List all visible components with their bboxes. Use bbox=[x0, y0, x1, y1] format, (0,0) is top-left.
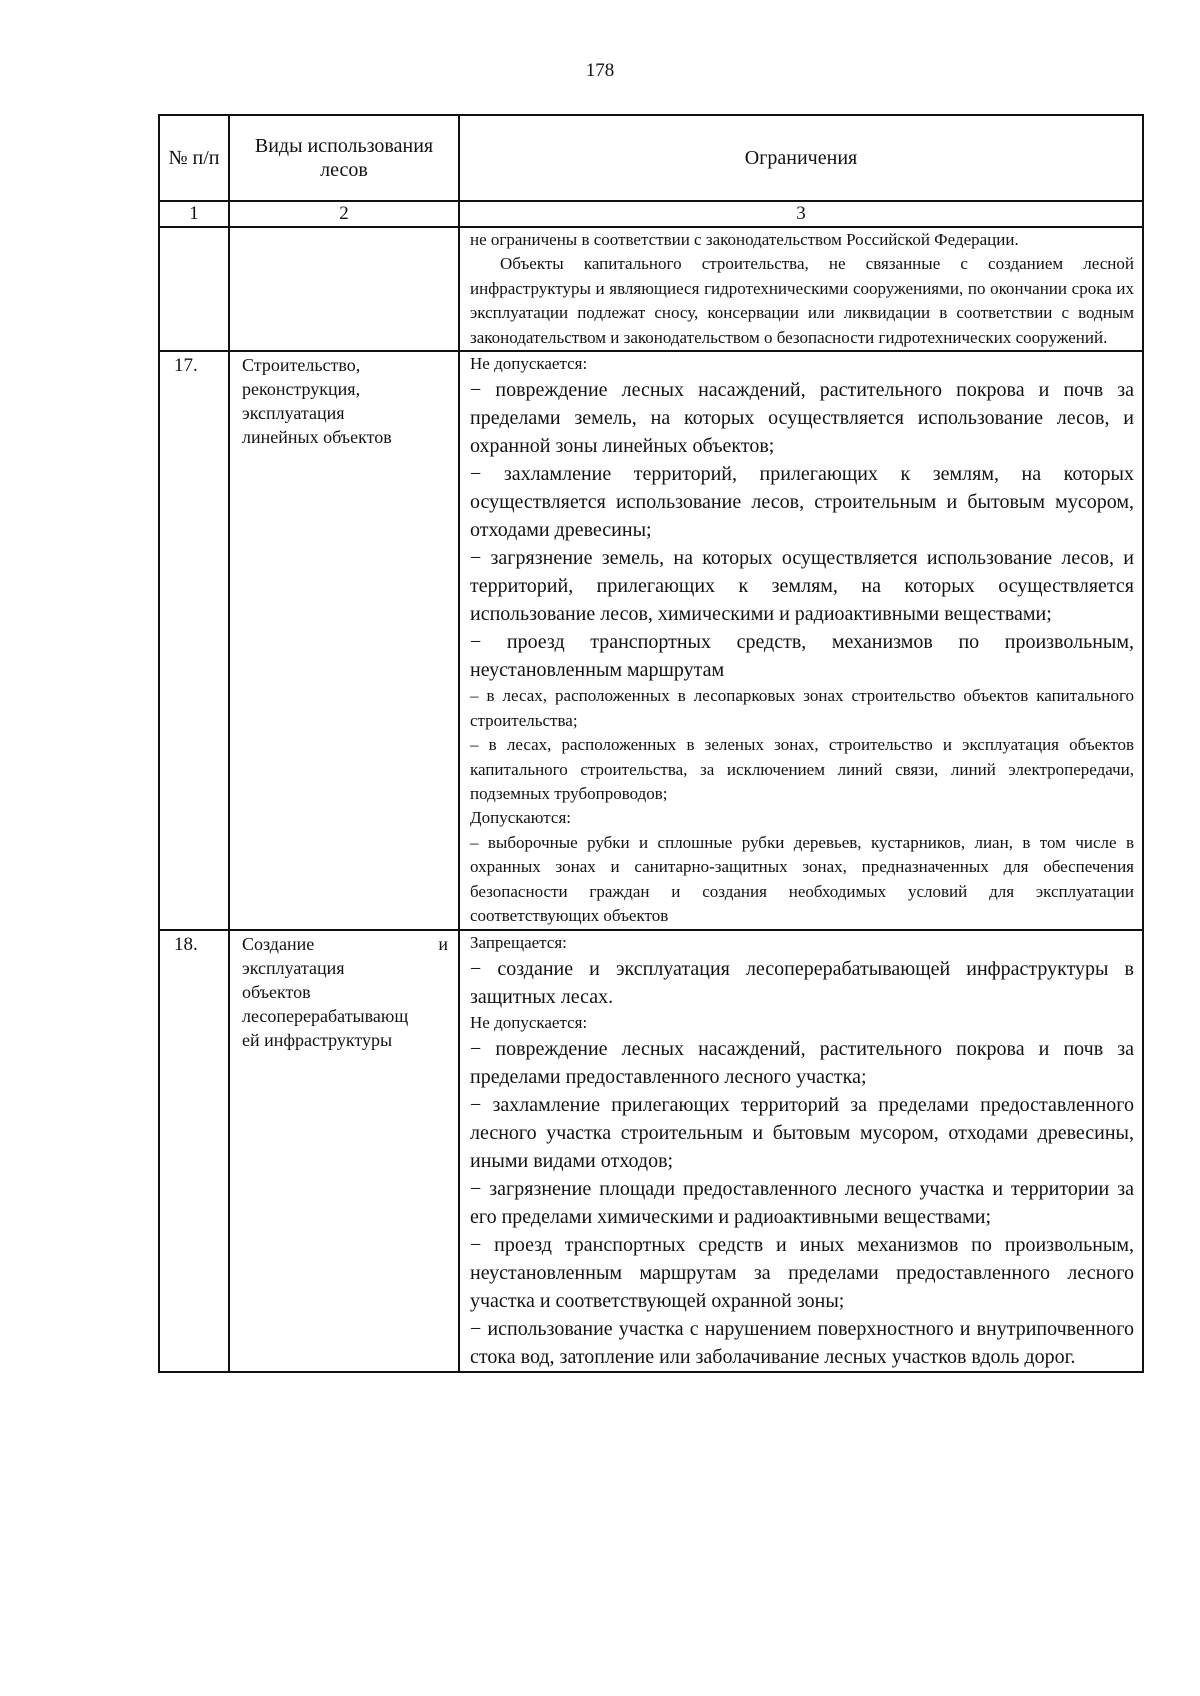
forest-use-kind-line: линейных объектов bbox=[242, 427, 392, 448]
row-number: 18. bbox=[159, 930, 229, 1373]
restriction-paragraph: – в лесах, расположенных в зеленых зонах, строительство и эксплуатация объектов капитального строительства, за исключением линий связи, линий электропередачи, подземных трубопроводов; bbox=[470, 735, 1134, 804]
restriction-paragraph: Не допускается: bbox=[470, 1012, 588, 1032]
restrictions-cell bbox=[459, 227, 1143, 351]
header-limits: Ограничения bbox=[459, 115, 1143, 201]
page-number: 178 bbox=[585, 60, 615, 81]
restriction-paragraph: Не допускается: bbox=[470, 354, 588, 374]
restriction-paragraph: не ограничены в соответствии с законодательством Российской Федерации. bbox=[470, 230, 1019, 249]
forest-use-kind bbox=[229, 930, 459, 1373]
table-row bbox=[159, 930, 1143, 1373]
row-number bbox=[159, 227, 229, 351]
restriction-paragraph: − повреждение лесных насаждений, растительного покрова и почв за пределами земель, на которых осуществляется использование лесов, и охранной зоны линейных объектов; bbox=[470, 379, 1134, 458]
forest-use-kind-line: Строительство, bbox=[242, 355, 361, 376]
header-num: № п/п bbox=[159, 115, 229, 201]
forest-use-kind bbox=[229, 351, 459, 929]
restriction-paragraph: − захламление прилегающих территорий за пределами предоставленного лесного участка строительным и бытовым мусором, отходами древесины, иными видами отходов; bbox=[470, 1094, 1134, 1173]
forest-use-kind-line: Создание и bbox=[242, 933, 448, 954]
table-row bbox=[159, 351, 1143, 929]
restriction-paragraph: − загрязнение земель, на которых осуществляется использование лесов, и территорий, прилегающих к землям, на которых осуществляется использование лесов, химическими и радиоактивными веществами; bbox=[470, 547, 1134, 626]
forest-use-kind bbox=[229, 227, 459, 351]
forest-use-kind-line: эксплуатация bbox=[242, 957, 345, 978]
restriction-paragraph: − проезд транспортных средств и иных механизмов по произвольным, неустановленным маршрутам за пределами предоставленного лесного участка и соответствующей охранной зоны; bbox=[470, 1234, 1134, 1313]
forest-use-kind-line: эксплуатация bbox=[242, 403, 345, 424]
restriction-paragraph: Допускаются: bbox=[470, 808, 571, 828]
restriction-paragraph: – выборочные рубки и сплошные рубки деревьев, кустарников, лиан, в том числе в охранных зонах и санитарно-защитных зонах, предназначенных для обеспечения безопасности граждан и создания необходимых условий для эксплуатации соответствующих объектов bbox=[470, 832, 1134, 926]
forest-use-kind-line: ей инфраструктуры bbox=[242, 1029, 393, 1050]
restriction-paragraph: − создание и эксплуатация лесоперерабатывающей инфраструктуры в защитных лесах. bbox=[470, 957, 1134, 1008]
row-number: 17. bbox=[159, 351, 229, 929]
header-kind: Виды использования лесов bbox=[229, 115, 459, 201]
forest-use-kind-line: объектов bbox=[242, 981, 311, 1002]
column-numbers-row bbox=[159, 201, 1143, 227]
restriction-paragraph: Запрещается: bbox=[470, 932, 567, 952]
column-number: 3 bbox=[459, 201, 1143, 227]
restrictions-cell bbox=[459, 930, 1143, 1373]
column-number: 2 bbox=[229, 201, 459, 227]
table-body bbox=[159, 227, 1143, 1372]
restriction-paragraph: − повреждение лесных насаждений, растительного покрова и почв за пределами предоставленного лесного участка; bbox=[470, 1038, 1134, 1089]
table-header-row bbox=[159, 115, 1143, 201]
restriction-paragraph: – в лесах, расположенных в лесопарковых зонах строительство объектов капитального строительства; bbox=[470, 686, 1134, 730]
forest-use-kind-line: лесоперерабатывающ bbox=[242, 1005, 409, 1026]
restriction-paragraph: − использование участка с нарушением поверхностного и внутрипочвенного стока вод, затопление или заболачивание лесных участков вдоль дорог. bbox=[470, 1318, 1134, 1369]
restriction-paragraph: − проезд транспортных средств, механизмов по произвольным, неустановленным маршрутам bbox=[470, 631, 1134, 682]
restriction-paragraph: − загрязнение площади предоставленного лесного участка и территории за его пределами химическими и радиоактивными веществами; bbox=[470, 1178, 1134, 1229]
restriction-paragraph: Объекты капитального строительства, не связанные с созданием лесной инфраструктуры и являющиеся гидротехническими сооружениями, по окончании срока их эксплуатации подлежат сносу, консервации или ликвидации в соответствии с водным законодательством и законодательством о безопасности гидротехнических сооружений. bbox=[470, 254, 1134, 347]
restrictions-table bbox=[158, 114, 1144, 1373]
restriction-paragraph: − захламление территорий, прилегающих к землям, на которых осуществляется использование лесов, строительным и бытовым мусором, отходами древесины; bbox=[470, 463, 1134, 542]
restrictions-cell bbox=[459, 351, 1143, 929]
forest-use-kind-line: реконструкция, bbox=[242, 379, 361, 400]
column-number: 1 bbox=[159, 201, 229, 227]
table-row bbox=[159, 227, 1143, 351]
